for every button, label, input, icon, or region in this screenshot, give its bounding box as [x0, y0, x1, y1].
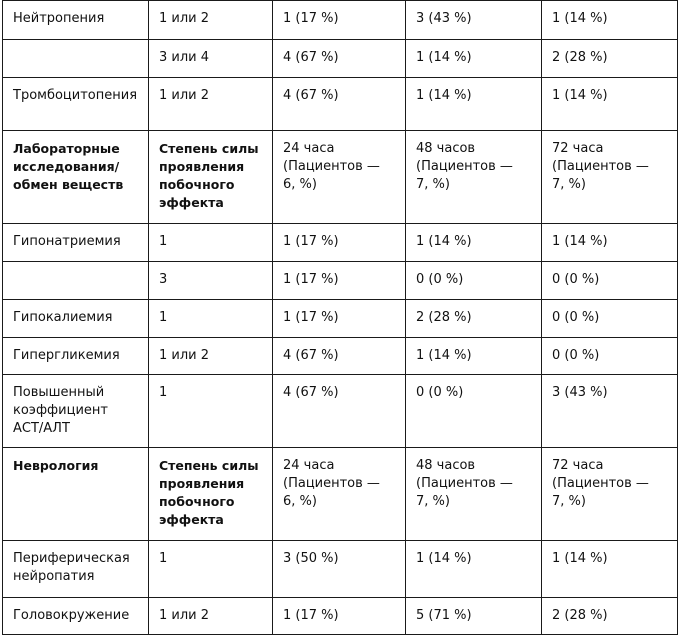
row-label-cell: Гипергликемия [3, 338, 149, 375]
table-cell: 1 (14 %) [406, 224, 542, 262]
table-row [3, 131, 678, 224]
table-cell: 1 (17 %) [273, 300, 406, 338]
table-cell: 1 (14 %) [542, 1, 678, 40]
table-cell: 1 (17 %) [273, 1, 406, 40]
table-cell: 3 (43 %) [406, 1, 542, 40]
row-label-cell: Нейтропения [3, 1, 149, 40]
table-cell: 2 (28 %) [406, 300, 542, 338]
table-row [3, 598, 678, 635]
table-body [3, 1, 678, 635]
table-cell: 1 [149, 224, 273, 262]
table-cell: 72 часа (Пациентов — 7, %) [542, 131, 678, 224]
table-cell: Степень силы проявления побочного эффекта [149, 448, 273, 541]
table-cell: 1 (17 %) [273, 598, 406, 635]
document-page [2, 0, 678, 635]
table-cell: 1 [149, 541, 273, 598]
table-cell: 1 или 2 [149, 598, 273, 635]
table-cell: 1 (14 %) [406, 78, 542, 131]
table-cell: 1 или 2 [149, 1, 273, 40]
table-cell: 0 (0 %) [406, 375, 542, 448]
table-cell: 48 часов (Пациентов — 7, %) [406, 448, 542, 541]
table-cell: 4 (67 %) [273, 338, 406, 375]
table-row [3, 78, 678, 131]
row-label-cell: Лабораторные исследования/ обмен веществ [3, 131, 149, 224]
row-label-cell: Повышенный коэффициент АСТ/АЛТ [3, 375, 149, 448]
table-cell: 0 (0 %) [542, 262, 678, 300]
table-cell: 1 [149, 375, 273, 448]
row-label-cell: Гипонатриемия [3, 224, 149, 262]
table-cell: 3 [149, 262, 273, 300]
row-label-cell: Тромбоцитопения [3, 78, 149, 131]
table-cell: 3 (50 %) [273, 541, 406, 598]
table-cell: 4 (67 %) [273, 375, 406, 448]
row-label-cell [3, 262, 149, 300]
table-cell: 1 (17 %) [273, 224, 406, 262]
table-row [3, 224, 678, 262]
table-row [3, 338, 678, 375]
table-row [3, 541, 678, 598]
table-cell: 5 (71 %) [406, 598, 542, 635]
table-cell: 1 (14 %) [406, 40, 542, 78]
table-cell: 1 (14 %) [542, 78, 678, 131]
table-cell: 3 или 4 [149, 40, 273, 78]
table-cell: 1 (14 %) [406, 338, 542, 375]
table-row [3, 1, 678, 40]
table-cell: Степень силы проявления побочного эффекта [149, 131, 273, 224]
table-cell: 4 (67 %) [273, 78, 406, 131]
table-row [3, 262, 678, 300]
table-cell: 1 (17 %) [273, 262, 406, 300]
table-cell: 24 часа (Пациентов — 6, %) [273, 131, 406, 224]
table-cell: 1 [149, 300, 273, 338]
table-cell: 1 (14 %) [406, 541, 542, 598]
table-cell: 0 (0 %) [406, 262, 542, 300]
table-cell: 24 часа (Пациентов — 6, %) [273, 448, 406, 541]
row-label-cell: Периферическая нейропатия [3, 541, 149, 598]
table-row [3, 300, 678, 338]
adverse-events-table [2, 0, 678, 635]
table-cell: 0 (0 %) [542, 338, 678, 375]
table-cell: 2 (28 %) [542, 598, 678, 635]
table-row [3, 40, 678, 78]
table-cell: 4 (67 %) [273, 40, 406, 78]
table-row [3, 375, 678, 448]
table-cell: 48 часов (Пациентов — 7, %) [406, 131, 542, 224]
table-cell: 3 (43 %) [542, 375, 678, 448]
row-label-cell [3, 40, 149, 78]
table-cell: 0 (0 %) [542, 300, 678, 338]
row-label-cell: Головокружение [3, 598, 149, 635]
table-cell: 1 (14 %) [542, 224, 678, 262]
table-cell: 1 или 2 [149, 338, 273, 375]
table-cell: 2 (28 %) [542, 40, 678, 78]
row-label-cell: Гипокалиемия [3, 300, 149, 338]
table-cell: 1 (14 %) [542, 541, 678, 598]
table-row [3, 448, 678, 541]
row-label-cell: Неврология [3, 448, 149, 541]
table-cell: 1 или 2 [149, 78, 273, 131]
table-cell: 72 часа (Пациентов — 7, %) [542, 448, 678, 541]
